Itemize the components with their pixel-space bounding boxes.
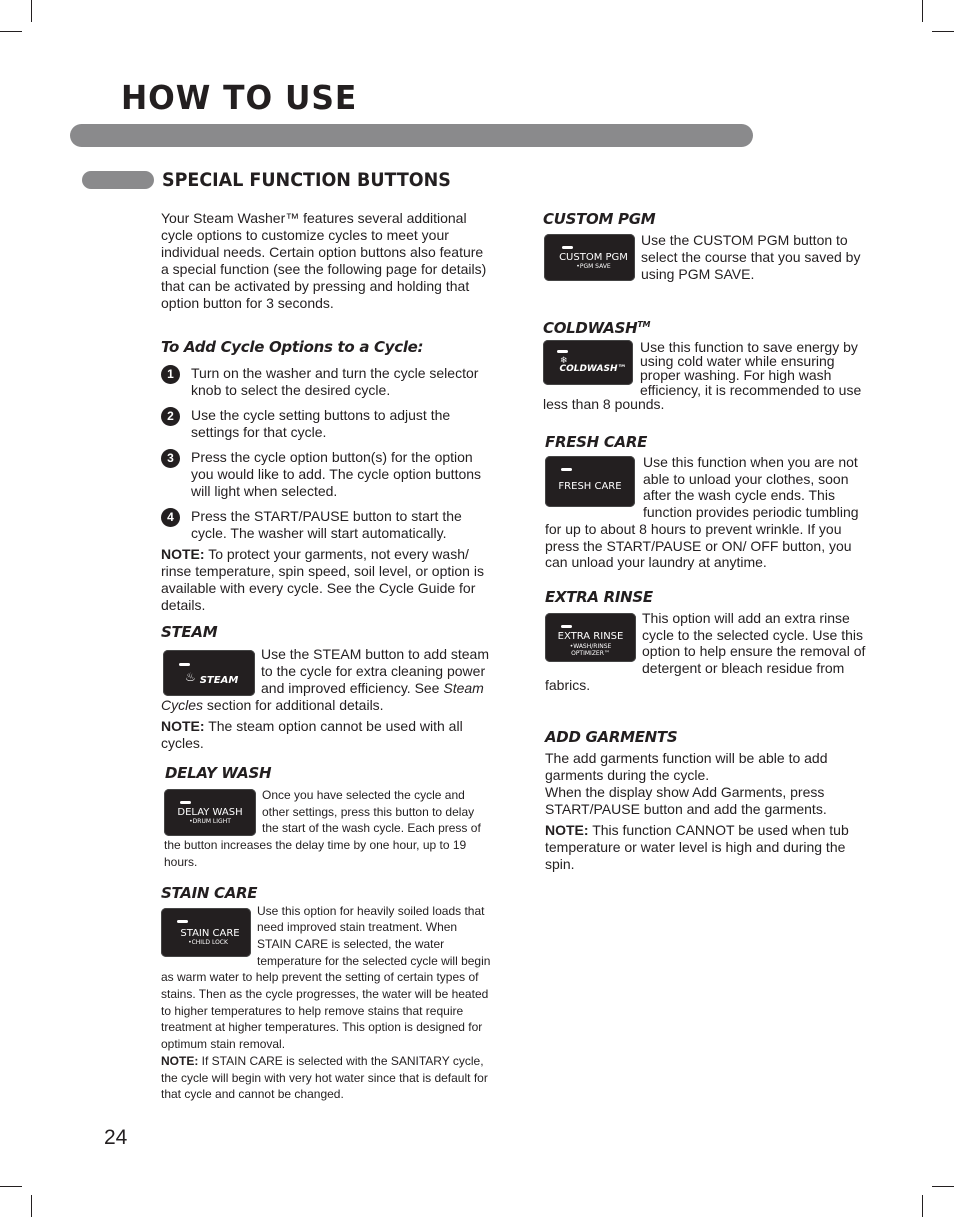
custom-pgm-button-sub: •PGM SAVE: [576, 263, 611, 270]
note-text: The steam option cannot be used with all cycles.: [161, 718, 463, 751]
step-text: Press the cycle option button(s) for the option you would like to add. The cycle option buttons will light when selected.: [191, 449, 482, 499]
crop-mark: [0, 1186, 22, 1187]
steam-ref: Steam Cycles: [161, 680, 484, 713]
step-number-4: 4: [161, 508, 180, 527]
step-text: Press the START/PAUSE button to start the cycle. The washer will start automatically.: [191, 508, 462, 541]
note-label: NOTE:: [161, 1053, 199, 1068]
note-text: If STAIN CARE is selected with the SANITARY cycle, the cycle will begin with very hot water since that is default for that cycle and cannot be changed.: [161, 1053, 488, 1102]
add-garments-heading: ADD GARMENTS: [545, 728, 678, 747]
extra-rinse-button-sub: •WASH/RINSE OPTIMIZER™: [569, 642, 612, 657]
extra-rinse-text: This option will add an extra rinse cycle to the selected cycle. Use this option to help ensure the removal of detergent or bleach residue from fabrics.: [545, 609, 866, 693]
step-number-1: 1: [161, 365, 180, 384]
add-options-heading: To Add Cycle Options to a Cycle:: [161, 338, 424, 356]
page-header-title: HOW TO USE: [121, 78, 358, 117]
add-garments-block: [545, 750, 871, 873]
crop-mark: [0, 31, 22, 32]
led-indicator: [562, 246, 573, 249]
stain-care-button-image: [161, 908, 251, 957]
fresh-care-button-label: FRESH CARE: [558, 481, 622, 493]
delay-wash-text: Once you have selected the cycle and other settings, press this button to delay the start of the wash cycle. Each press of the button increases the delay time by one hour, up to 19 hours.: [164, 788, 481, 869]
coldwash-button-image: [543, 340, 633, 385]
custom-pgm-block: [543, 232, 871, 283]
step-number-3: 3: [161, 449, 180, 468]
fresh-care-text: Use this function when you are not able to unload your clothes, soon after the wash cycle ends. This function provides periodic tumbling for up to about 8 hours to prevent wrinkle. If you press the START/PAUSE or ON/ OFF button, you can unload your laundry at anytime.: [545, 454, 859, 571]
intro-text: Your Steam Washer™ features several additional cycle options to customize cycles to meet your individual needs. Certain option buttons also feature a special function (see the following page for details) that can be activated by pressing and holding that option button for 3 seconds.: [161, 210, 487, 311]
crop-mark: [932, 31, 954, 32]
steam-text-part: section for additional details.: [203, 697, 384, 713]
crop-mark: [932, 1186, 954, 1187]
snowflake-icon: ❄: [560, 355, 568, 365]
add-garments-note: [545, 822, 871, 873]
step-3: [161, 449, 494, 500]
stain-care-heading: STAIN CARE: [161, 883, 258, 902]
extra-rinse-button-image: [545, 613, 636, 662]
crop-mark: [922, 1195, 923, 1217]
led-indicator: [179, 663, 190, 666]
fresh-care-button-image: [545, 456, 635, 507]
step-text: Use the cycle setting buttons to adjust the settings for that cycle.: [191, 407, 451, 440]
custom-pgm-button-image: [544, 234, 635, 281]
step-1: [161, 365, 494, 399]
steam-button-image: [163, 650, 255, 696]
right-column: [543, 210, 871, 873]
custom-pgm-button-label: CUSTOM PGM: [559, 252, 628, 263]
add-garments-text: When the display show Add Garments, press START/PAUSE button and add the garments.: [545, 784, 827, 818]
fresh-care-heading: FRESH CARE: [545, 433, 648, 452]
crop-mark: [31, 0, 32, 22]
steam-heading: STEAM: [161, 623, 218, 641]
led-indicator: [177, 920, 188, 923]
delay-wash-button-sub: •DRUM LIGHT: [189, 818, 231, 825]
fresh-care-block: [545, 454, 871, 571]
steam-button-label: STEAM: [199, 675, 239, 686]
coldwash-block: [543, 340, 871, 411]
extra-rinse-block: [545, 610, 871, 694]
delay-wash-block: [164, 787, 494, 871]
note-label: NOTE:: [161, 718, 205, 734]
coldwash-heading-text: COLDWASH: [543, 319, 638, 337]
step-4: [161, 508, 494, 542]
step-text: Turn on the washer and turn the cycle selector knob to select the desired cycle.: [191, 365, 479, 398]
crop-mark: [31, 1195, 32, 1217]
steam-icon: ♨: [185, 670, 196, 684]
stain-care-text: Use this option for heavily soiled loads that need improved stain treatment. When STAIN CARE is selected, the water temperature for the selected cycle will begin as warm water to help prevent the setting of certain types of stains. Then as the cycle progresses, the water will be heated to higher temperatures to help remove stains that require treatment at higher temperatures. This option is designed for optimum stain removal.: [161, 903, 491, 1052]
note-label: NOTE:: [545, 822, 589, 839]
note-label: NOTE:: [161, 546, 205, 562]
led-indicator: [561, 625, 572, 628]
stain-care-button-label: STAIN CARE: [180, 927, 240, 939]
delay-wash-button-image: [164, 789, 256, 836]
add-options-note: [161, 546, 494, 614]
led-indicator: [561, 468, 572, 471]
extra-rinse-heading: EXTRA RINSE: [545, 587, 653, 606]
section-title: SPECIAL FUNCTION BUTTONS: [162, 169, 451, 191]
delay-wash-heading: DELAY WASH: [165, 764, 272, 782]
coldwash-heading: [543, 316, 871, 337]
header-bar: [70, 124, 753, 147]
coldwash-text: Use this function to save energy by using cold water while ensuring proper washing. For high wash efficiency, it is recommended to use less than 8 pounds.: [543, 339, 862, 412]
led-indicator: [557, 350, 568, 353]
steam-block: [161, 646, 494, 714]
crop-mark: [922, 0, 923, 22]
coldwash-button-label: COLDWASH™: [559, 364, 627, 374]
delay-wash-button-label: DELAY WASH: [177, 807, 243, 818]
page-number: 24: [104, 1126, 128, 1149]
section-pill: [82, 171, 154, 189]
step-number-2: 2: [161, 407, 180, 426]
extra-rinse-button-label: EXTRA RINSE: [557, 630, 624, 642]
stain-care-note: [161, 1053, 494, 1103]
note-text: To protect your garments, not every wash/ rinse temperature, spin speed, soil level, or option is available with every cycle. See the Cycle Guide for details.: [161, 546, 484, 613]
add-garments-text: The add garments function will be able to add garments during the cycle.: [545, 750, 828, 784]
custom-pgm-text: Use the CUSTOM PGM button to select the course that you saved by using PGM SAVE.: [641, 232, 861, 282]
left-column: [161, 210, 494, 1103]
stain-care-block: [161, 903, 494, 1103]
custom-pgm-heading: CUSTOM PGM: [543, 210, 656, 228]
note-text: This function CANNOT be used when tub temperature or water level is high and during the spin.: [545, 822, 849, 873]
steam-note: [161, 718, 494, 752]
step-2: [161, 407, 494, 441]
coldwash-tm: TM: [637, 320, 651, 329]
led-indicator: [180, 801, 191, 804]
stain-care-button-sub: •CHILD LOCK: [188, 938, 228, 946]
steam-text-part: Use the STEAM button to add steam to the cycle for extra cleaning power and improved efficiency. See: [261, 646, 490, 696]
